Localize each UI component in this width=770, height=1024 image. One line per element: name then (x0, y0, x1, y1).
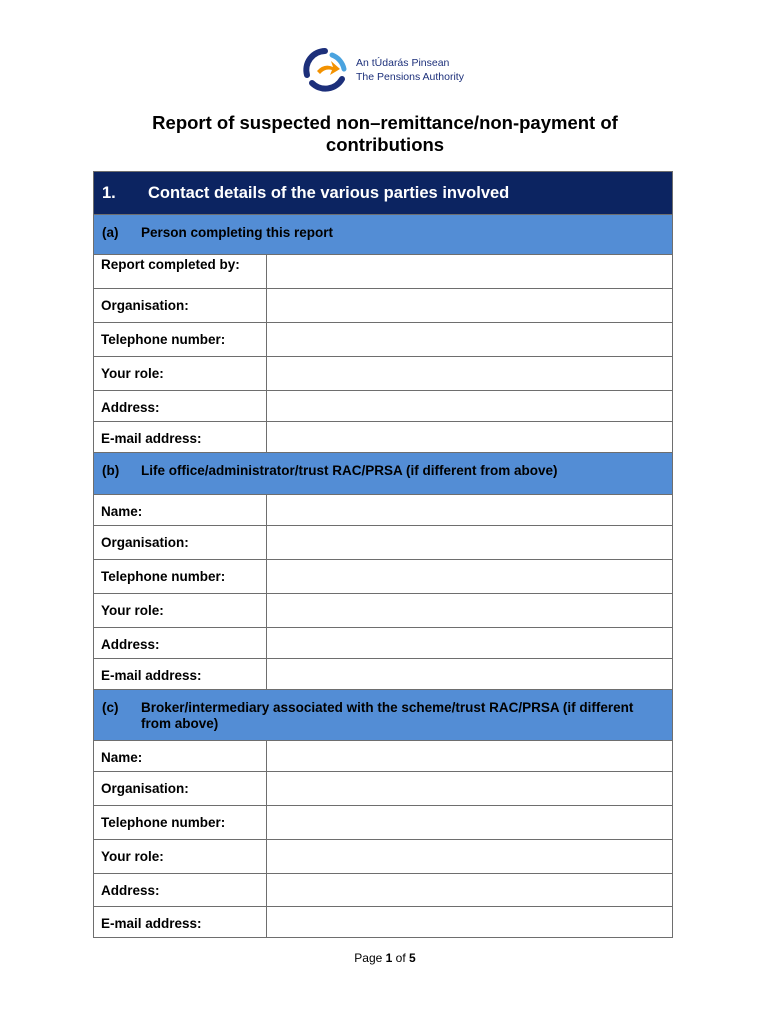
field-input[interactable] (267, 495, 673, 526)
form-row (94, 495, 673, 526)
field-input[interactable] (267, 323, 673, 357)
field-input[interactable] (267, 560, 673, 594)
subsection-header-2 (94, 690, 673, 741)
field-input[interactable] (267, 422, 673, 453)
logo-english-name: The Pensions Authority (356, 71, 464, 83)
form-row (94, 806, 673, 840)
pensions-authority-emblem-icon (302, 47, 348, 93)
form-row (94, 840, 673, 874)
field-label: Your role: (94, 840, 267, 874)
form-row (94, 741, 673, 772)
section-1-header (94, 172, 673, 215)
total-pages: 5 (409, 951, 416, 965)
form-row (94, 560, 673, 594)
field-input[interactable] (267, 526, 673, 560)
field-label: E-mail address: (94, 422, 267, 453)
logo-text (356, 56, 464, 84)
field-label: Report completed by: (94, 255, 267, 289)
form-row (94, 659, 673, 690)
section-number: 1. (102, 183, 116, 202)
field-label: Name: (94, 495, 267, 526)
subsection-title: Person completing this report (141, 225, 334, 240)
field-label: Organisation: (94, 772, 267, 806)
form-row (94, 907, 673, 938)
form-row (94, 289, 673, 323)
field-label: Address: (94, 391, 267, 422)
subsection-title: Life office/administrator/trust RAC/PRSA (if different from above) (141, 463, 558, 478)
page-prefix: Page (354, 951, 383, 965)
page-of: of (395, 951, 406, 965)
field-label: Address: (94, 874, 267, 907)
subsection-letter: (a) (102, 225, 119, 240)
form-row (94, 422, 673, 453)
form-row (94, 874, 673, 907)
subsection-letter: (b) (102, 463, 120, 478)
field-label: E-mail address: (94, 659, 267, 690)
current-page: 1 (385, 951, 393, 965)
subsection-letter: (c) (102, 700, 119, 715)
subsection-header-1 (94, 453, 673, 495)
field-input[interactable] (267, 741, 673, 772)
field-label: Telephone number: (94, 560, 267, 594)
field-input[interactable] (267, 255, 673, 289)
field-label: Name: (94, 741, 267, 772)
page-number (0, 951, 770, 965)
form-row (94, 594, 673, 628)
subsection-header-0 (94, 215, 673, 255)
field-input[interactable] (267, 289, 673, 323)
form-row (94, 255, 673, 289)
field-input[interactable] (267, 391, 673, 422)
form-row (94, 628, 673, 659)
field-input[interactable] (267, 594, 673, 628)
field-input[interactable] (267, 806, 673, 840)
subsection-title: Broker/intermediary associated with the scheme/trust RAC/PRSA (if different from above) (141, 700, 634, 731)
field-label: E-mail address: (94, 907, 267, 938)
field-label: Address: (94, 628, 267, 659)
field-input[interactable] (267, 840, 673, 874)
section-title: Contact details of the various parties involved (148, 183, 510, 202)
form-row (94, 772, 673, 806)
form-row (94, 357, 673, 391)
form-row (94, 526, 673, 560)
field-label: Your role: (94, 594, 267, 628)
form-row (94, 391, 673, 422)
field-label: Telephone number: (94, 323, 267, 357)
field-input[interactable] (267, 772, 673, 806)
logo-irish-name: An tÚdarás Pinsean (356, 57, 450, 69)
report-title: Report of suspected non–remittance/non-payment of contributions (152, 112, 618, 155)
field-label: Organisation: (94, 289, 267, 323)
field-input[interactable] (267, 659, 673, 690)
contact-details-form (93, 171, 673, 938)
field-input[interactable] (267, 874, 673, 907)
field-label: Organisation: (94, 526, 267, 560)
field-input[interactable] (267, 907, 673, 938)
field-label: Telephone number: (94, 806, 267, 840)
field-input[interactable] (267, 357, 673, 391)
form-row (94, 323, 673, 357)
field-label: Your role: (94, 357, 267, 391)
field-input[interactable] (267, 628, 673, 659)
pensions-authority-logo (302, 45, 482, 95)
